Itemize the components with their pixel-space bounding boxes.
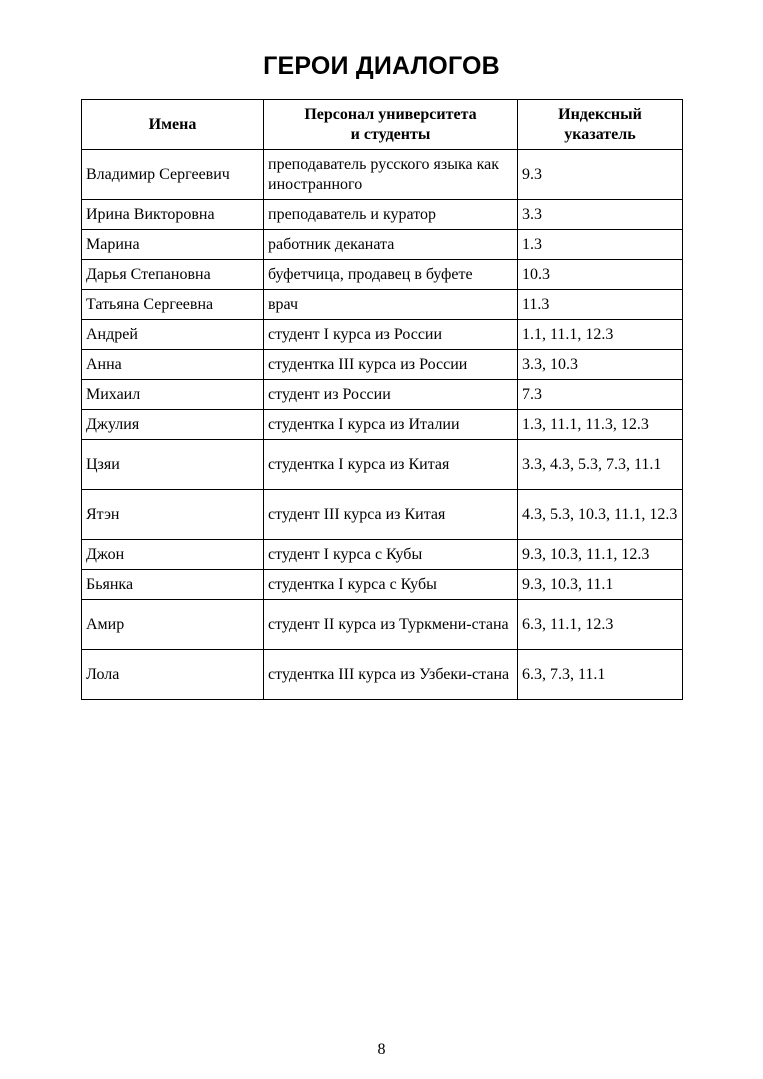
table-row (82, 290, 683, 320)
header-role: Персонал университета и студенты (264, 100, 518, 150)
cell-index: 1.3, 11.1, 11.3, 12.3 (518, 410, 683, 440)
cell-index: 6.3, 7.3, 11.1 (518, 650, 683, 700)
cell-role: преподаватель и куратор (264, 200, 518, 230)
cell-index: 7.3 (518, 380, 683, 410)
cell-role: студент I курса с Кубы (264, 540, 518, 570)
cell-index: 11.3 (518, 290, 683, 320)
cell-index: 10.3 (518, 260, 683, 290)
table-row (82, 320, 683, 350)
cell-role: студент из России (264, 380, 518, 410)
table-row (82, 380, 683, 410)
cell-role: работник деканата (264, 230, 518, 260)
cell-name: Марина (82, 230, 264, 260)
cell-name: Андрей (82, 320, 264, 350)
table-row (82, 570, 683, 600)
cell-index: 1.1, 11.1, 12.3 (518, 320, 683, 350)
page-title: ГЕРОИ ДИАЛОГОВ (263, 52, 500, 80)
cell-name: Татьяна Сергеевна (82, 290, 264, 320)
table-row (82, 150, 683, 200)
cell-role: врач (264, 290, 518, 320)
cell-index: 3.3, 4.3, 5.3, 7.3, 11.1 (518, 440, 683, 490)
header-names: Имена (82, 100, 264, 150)
cell-name: Амир (82, 600, 264, 650)
table-header-row (82, 100, 683, 150)
cell-index: 9.3, 10.3, 11.1, 12.3 (518, 540, 683, 570)
cell-index: 9.3, 10.3, 11.1 (518, 570, 683, 600)
cell-name: Анна (82, 350, 264, 380)
cell-role: преподаватель русского языка как иностранного (264, 150, 518, 200)
cell-role: студент II курса из Туркмени-стана (264, 600, 518, 650)
cell-name: Ирина Викторовна (82, 200, 264, 230)
table-row (82, 440, 683, 490)
table-row (82, 350, 683, 380)
cell-name: Ятэн (82, 490, 264, 540)
cell-index: 4.3, 5.3, 10.3, 11.1, 12.3 (518, 490, 683, 540)
cell-index: 6.3, 11.1, 12.3 (518, 600, 683, 650)
cell-name: Михаил (82, 380, 264, 410)
cell-name: Бьянка (82, 570, 264, 600)
cell-role: студентка III курса из России (264, 350, 518, 380)
table-row (82, 490, 683, 540)
cell-index: 1.3 (518, 230, 683, 260)
cell-name: Джулия (82, 410, 264, 440)
cell-role: студентка I курса из Италии (264, 410, 518, 440)
cell-name: Дарья Степановна (82, 260, 264, 290)
cell-role: буфетчица, продавец в буфете (264, 260, 518, 290)
cell-index: 3.3, 10.3 (518, 350, 683, 380)
cell-name: Владимир Сергеевич (82, 150, 264, 200)
cell-index: 3.3 (518, 200, 683, 230)
cell-name: Лола (82, 650, 264, 700)
cell-role: студентка III курса из Узбеки-стана (264, 650, 518, 700)
cell-name: Джон (82, 540, 264, 570)
header-index: Индексный указатель (518, 100, 683, 150)
cell-role: студентка I курса из Китая (264, 440, 518, 490)
table-row (82, 200, 683, 230)
cell-role: студентка I курса с Кубы (264, 570, 518, 600)
page-number: 8 (377, 1041, 386, 1058)
table-row (82, 600, 683, 650)
cell-role: студент I курса из России (264, 320, 518, 350)
cell-role: студент III курса из Китая (264, 490, 518, 540)
cell-name: Цзяи (82, 440, 264, 490)
table-row (82, 230, 683, 260)
heroes-table (81, 99, 683, 700)
table-row (82, 410, 683, 440)
cell-index: 9.3 (518, 150, 683, 200)
table-row (82, 540, 683, 570)
table-row (82, 260, 683, 290)
table-row (82, 650, 683, 700)
